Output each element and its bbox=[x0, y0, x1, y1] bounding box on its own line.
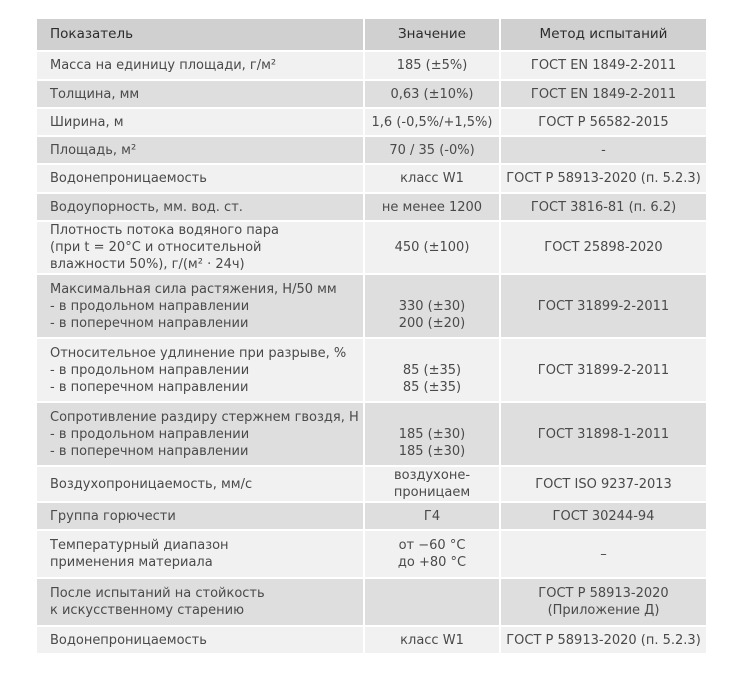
parameter-line: Водоупорность, мм. вод. ст. bbox=[50, 199, 243, 215]
test-method-line: ГОСТ 3816-81 (п. 6.2) bbox=[530, 199, 677, 215]
cell-spacer bbox=[365, 281, 499, 298]
test-method-line: ГОСТ EN 1849-2-2011 bbox=[530, 86, 677, 102]
value-line: 185 (±30) bbox=[398, 426, 466, 442]
parameter-line: Сопротивление раздиру стержнем гвоздя, Н bbox=[50, 409, 359, 425]
table-row bbox=[37, 222, 706, 275]
parameter-line: - в поперечном направлении bbox=[50, 315, 249, 331]
test-method-line: (Приложение Д) bbox=[547, 603, 660, 618]
value-cell bbox=[363, 503, 499, 531]
value-line: 200 (±20) bbox=[398, 315, 466, 331]
parameter-cell bbox=[37, 467, 363, 503]
parameter-cell bbox=[37, 109, 363, 137]
table-body bbox=[37, 52, 706, 655]
table-row bbox=[37, 627, 706, 655]
parameter-cell bbox=[37, 627, 363, 655]
value-line: 185 (±30) bbox=[398, 443, 466, 459]
table-row bbox=[37, 194, 706, 222]
table-row bbox=[37, 503, 706, 531]
test-method-line: ГОСТ 25898-2020 bbox=[544, 240, 663, 255]
test-method-cell bbox=[499, 579, 706, 627]
table-row bbox=[37, 165, 706, 194]
parameter-cell bbox=[37, 81, 363, 109]
table-row bbox=[37, 81, 706, 109]
test-method-line: – bbox=[600, 546, 607, 562]
parameter-line: Ширина, м bbox=[50, 114, 124, 130]
parameter-line: Площадь, м² bbox=[50, 142, 137, 158]
parameter-line: Водонепроницаемость bbox=[50, 632, 207, 648]
value-line: не менее 1200 bbox=[381, 199, 483, 215]
parameter-cell bbox=[37, 194, 363, 222]
value-line: 185 (±5%) bbox=[396, 58, 468, 73]
test-method-line: ГОСТ 31898-1-2011 bbox=[537, 426, 670, 442]
value-line: проницаем bbox=[393, 485, 471, 500]
table-row bbox=[37, 579, 706, 627]
value-cell bbox=[363, 403, 499, 467]
value-line: 70 / 35 (-0%) bbox=[389, 142, 475, 158]
parameter-line: После испытаний на стойкость bbox=[50, 586, 265, 601]
value-line: до +80 °С bbox=[397, 555, 467, 570]
parameter-line: - в продольном направлении bbox=[50, 426, 250, 442]
parameter-line: Масса на единицу площади, г/м² bbox=[50, 58, 277, 73]
test-method-line: ГОСТ 31899-2-2011 bbox=[537, 362, 670, 378]
value-line: 0,63 (±10%) bbox=[390, 86, 474, 102]
value-cell bbox=[363, 109, 499, 137]
parameter-line: - в поперечном направлении bbox=[50, 443, 249, 459]
value-cell bbox=[363, 137, 499, 165]
parameter-line: Плотность потока водяного пара bbox=[50, 223, 279, 238]
header-test-method: Метод испытаний bbox=[499, 19, 706, 52]
test-method-cell bbox=[499, 627, 706, 655]
parameter-line: Воздухопроницаемость, мм/с bbox=[50, 476, 253, 492]
value-line: 450 (±100) bbox=[394, 240, 470, 255]
value-cell bbox=[363, 275, 499, 339]
parameter-cell bbox=[37, 403, 363, 467]
parameter-line: к искусственному старению bbox=[50, 603, 245, 618]
table-header-row bbox=[37, 19, 706, 52]
parameter-line: Максимальная сила растяжения, Н/50 мм bbox=[50, 281, 337, 297]
value-line: класс W1 bbox=[400, 632, 464, 648]
test-method-line: ГОСТ Р 58913-2020 (п. 5.2.3) bbox=[506, 632, 701, 648]
table-row bbox=[37, 275, 706, 339]
test-method-line: ГОСТ EN 1849-2-2011 bbox=[530, 58, 677, 73]
value-line: воздухоне- bbox=[393, 468, 471, 483]
parameter-line: - в продольном направлении bbox=[50, 298, 250, 314]
test-method-cell bbox=[499, 503, 706, 531]
test-method-cell bbox=[499, 109, 706, 137]
value-cell bbox=[363, 579, 499, 627]
test-method-line: ГОСТ Р 56582-2015 bbox=[538, 114, 669, 130]
header-value: Значение bbox=[363, 19, 499, 52]
value-cell bbox=[363, 339, 499, 403]
test-method-line: ГОСТ Р 58913-2020 bbox=[538, 586, 669, 601]
value-cell bbox=[363, 194, 499, 222]
parameter-cell bbox=[37, 503, 363, 531]
parameter-line: Температурный диапазон bbox=[50, 538, 229, 553]
table-row bbox=[37, 467, 706, 503]
cell-spacer bbox=[365, 409, 499, 426]
value-line: 85 (±35) bbox=[402, 362, 462, 378]
test-method-line: ГОСТ ISO 9237-2013 bbox=[535, 476, 672, 492]
value-line: Г4 bbox=[423, 508, 441, 524]
table-row bbox=[37, 109, 706, 137]
test-method-cell bbox=[499, 52, 706, 81]
test-method-cell bbox=[499, 165, 706, 194]
value-cell bbox=[363, 627, 499, 655]
value-cell bbox=[363, 222, 499, 275]
parameter-line: применения материала bbox=[50, 555, 213, 570]
specifications-table bbox=[37, 19, 706, 655]
test-method-line: - bbox=[601, 142, 606, 158]
test-method-cell bbox=[499, 81, 706, 109]
parameter-line: влажности 50%), г/(м² · 24ч) bbox=[50, 257, 245, 272]
parameter-line: - в продольном направлении bbox=[50, 362, 250, 378]
table-row bbox=[37, 531, 706, 579]
table-row bbox=[37, 339, 706, 403]
parameter-line: - в поперечном направлении bbox=[50, 379, 249, 395]
test-method-cell bbox=[499, 403, 706, 467]
test-method-cell bbox=[499, 194, 706, 222]
parameter-cell bbox=[37, 531, 363, 579]
value-line: 1,6 (-0,5%/+1,5%) bbox=[371, 114, 493, 130]
test-method-line: ГОСТ 31899-2-2011 bbox=[537, 298, 670, 314]
value-cell bbox=[363, 467, 499, 503]
header-parameter: Показатель bbox=[37, 19, 363, 52]
table-row bbox=[37, 137, 706, 165]
test-method-cell bbox=[499, 467, 706, 503]
test-method-cell bbox=[499, 137, 706, 165]
test-method-cell bbox=[499, 531, 706, 579]
test-method-cell bbox=[499, 339, 706, 403]
parameter-cell bbox=[37, 579, 363, 627]
test-method-line: ГОСТ Р 58913-2020 (п. 5.2.3) bbox=[506, 171, 701, 186]
test-method-line: ГОСТ 30244-94 bbox=[552, 508, 655, 524]
value-cell bbox=[363, 52, 499, 81]
parameter-cell bbox=[37, 275, 363, 339]
value-line: 330 (±30) bbox=[398, 298, 466, 314]
parameter-line: Относительное удлинение при разрыве, % bbox=[50, 345, 347, 361]
value-cell bbox=[363, 531, 499, 579]
parameter-cell bbox=[37, 52, 363, 81]
parameter-line: Толщина, мм bbox=[50, 86, 140, 102]
parameter-cell bbox=[37, 165, 363, 194]
value-cell bbox=[363, 165, 499, 194]
value-line: класс W1 bbox=[400, 171, 464, 186]
parameter-cell bbox=[37, 222, 363, 275]
parameter-line: (при t = 20°С и относительной bbox=[50, 240, 262, 255]
table-row bbox=[37, 403, 706, 467]
value-cell bbox=[363, 81, 499, 109]
value-line: 85 (±35) bbox=[402, 379, 462, 395]
test-method-cell bbox=[499, 222, 706, 275]
value-line: от −60 °С bbox=[398, 538, 466, 553]
parameter-line: Водонепроницаемость bbox=[50, 171, 207, 186]
parameter-line: Группа горючести bbox=[50, 508, 176, 524]
test-method-cell bbox=[499, 275, 706, 339]
parameter-cell bbox=[37, 339, 363, 403]
parameter-cell bbox=[37, 137, 363, 165]
table-row bbox=[37, 52, 706, 81]
cell-spacer bbox=[365, 345, 499, 362]
